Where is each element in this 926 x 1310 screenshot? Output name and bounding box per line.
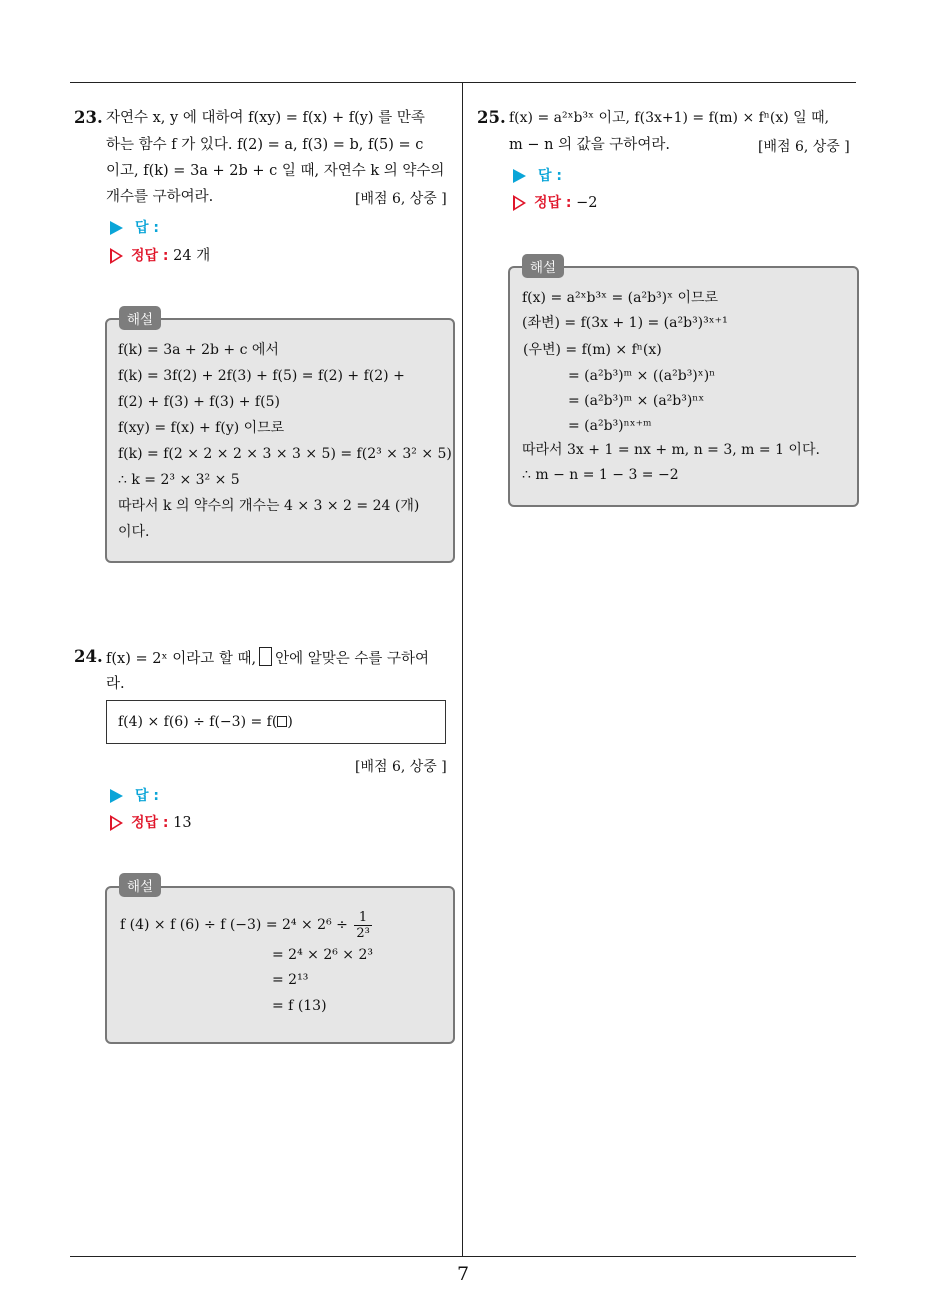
formula-part: f(4) × f(6) ÷ f(−3) = f( [118,714,278,730]
score-label: [배점 6, 상중 ] [758,139,850,155]
correct-label: 정답 : [131,815,169,831]
question-number: 24. [74,647,103,666]
question-text-line: m − n 의 값을 구하여라. [509,137,670,153]
solution-line: f(2) + f(3) + f(3) + f(5) [118,394,280,410]
fraction-numerator: 1 [354,910,371,926]
solution-line: ∴ m − n = 1 − 3 = −2 [522,467,679,483]
solution-line: = f (13) [272,998,327,1014]
question-text-part: f(x) = 2ˣ 이라고 할 때, [106,651,257,667]
solution-line: f(x) = a²ˣb³ˣ = (a²b³)ˣ 이므로 [522,290,719,306]
question-text-line: 하는 함수 f 가 있다. f(2) = a, f(3) = b, f(5) = c [106,137,424,153]
correct-value: −2 [576,195,598,211]
correct-answer-row [110,812,192,832]
solution-line: = 2¹³ [272,972,309,988]
answer-label: 답 : [538,168,562,184]
blank-square-icon [277,716,287,727]
answer-label: 답 : [135,788,159,804]
play-arrow-icon [513,169,526,183]
solution-line: (우변) = f(m) × fⁿ(x) [523,342,662,358]
solution-line: f(k) = 3f(2) + 2f(3) + f(5) = f(2) + f(2) + [118,368,405,384]
formula-part: ) [287,714,293,730]
solution-tag: 해설 [119,873,161,897]
solution-line: = (a²b³)ⁿˣ⁺ᵐ [568,418,652,434]
solution-line: 이다. [118,524,150,540]
correct-label: 정답 : [131,248,169,264]
solution-line: 따라서 3x + 1 = nx + m, n = 3, m = 1 이다. [522,442,820,458]
top-rule [70,82,856,83]
question-text-line [106,647,429,669]
correct-label: 정답 : [534,195,572,211]
column-divider [462,82,463,1257]
score-label: [배점 6, 상중 ] [355,759,447,775]
hollow-triangle-icon [110,248,123,264]
fraction [354,910,371,941]
question-text-line: 자연수 x, y 에 대하여 f(xy) = f(x) + f(y) 를 만족 [106,110,425,126]
answer-row [110,217,159,237]
hollow-triangle-icon [110,815,123,831]
correct-value: 24 개 [173,248,211,264]
question-text-part: 안에 알맞은 수를 구하여 [275,651,429,667]
answer-label: 답 : [135,220,159,236]
solution-line: 따라서 k 의 약수의 개수는 4 × 3 × 2 = 24 (개) [118,498,420,514]
solution-part: f (4) × f (6) ÷ f (−3) = 2⁴ × 2⁶ ÷ [120,917,348,933]
formula-box [106,700,446,744]
question-text-line: 라. [106,676,125,692]
score-label: [배점 6, 상중 ] [355,191,447,207]
solution-line: (좌변) = f(3x + 1) = (a²b³)³ˣ⁺¹ [522,315,728,331]
solution-line: = 2⁴ × 2⁶ × 2³ [272,947,374,963]
question-text-line: f(x) = a²ˣb³ˣ 이고, f(3x+1) = f(m) × fⁿ(x) 일 때, [509,110,830,126]
answer-row [110,785,159,805]
formula-text [118,712,293,732]
question-number: 25. [477,108,506,127]
solution-line: f(k) = 3a + 2b + c 에서 [118,342,279,358]
play-arrow-icon [110,789,123,803]
solution-tag: 해설 [522,254,564,278]
bottom-rule [70,1256,856,1257]
correct-value: 13 [173,815,192,831]
solution-line: = (a²b³)ᵐ × ((a²b³)ˣ)ⁿ [568,368,716,384]
answer-row [513,165,562,185]
solution-line [120,907,374,943]
solution-line: = (a²b³)ᵐ × (a²b³)ⁿˣ [568,393,705,409]
play-arrow-icon [110,221,123,235]
question-text-line: 개수를 구하여라. [106,189,214,205]
fraction-denominator: 2³ [356,925,370,941]
correct-answer-row [513,192,598,212]
solution-line: ∴ k = 2³ × 3² × 5 [118,472,240,488]
question-text-line: 이고, f(k) = 3a + 2b + c 일 때, 자연수 k 의 약수의 [106,163,445,179]
blank-square-icon [259,647,272,666]
solution-line: f(k) = f(2 × 2 × 2 × 3 × 3 × 5) = f(2³ × 3² × 5) [118,446,452,462]
solution-tag: 해설 [119,306,161,330]
page-number: 7 [456,1263,470,1285]
solution-line: f(xy) = f(x) + f(y) 이므로 [118,420,285,436]
correct-answer-row [110,244,210,265]
question-number: 23. [74,108,103,127]
hollow-triangle-icon [513,195,526,211]
